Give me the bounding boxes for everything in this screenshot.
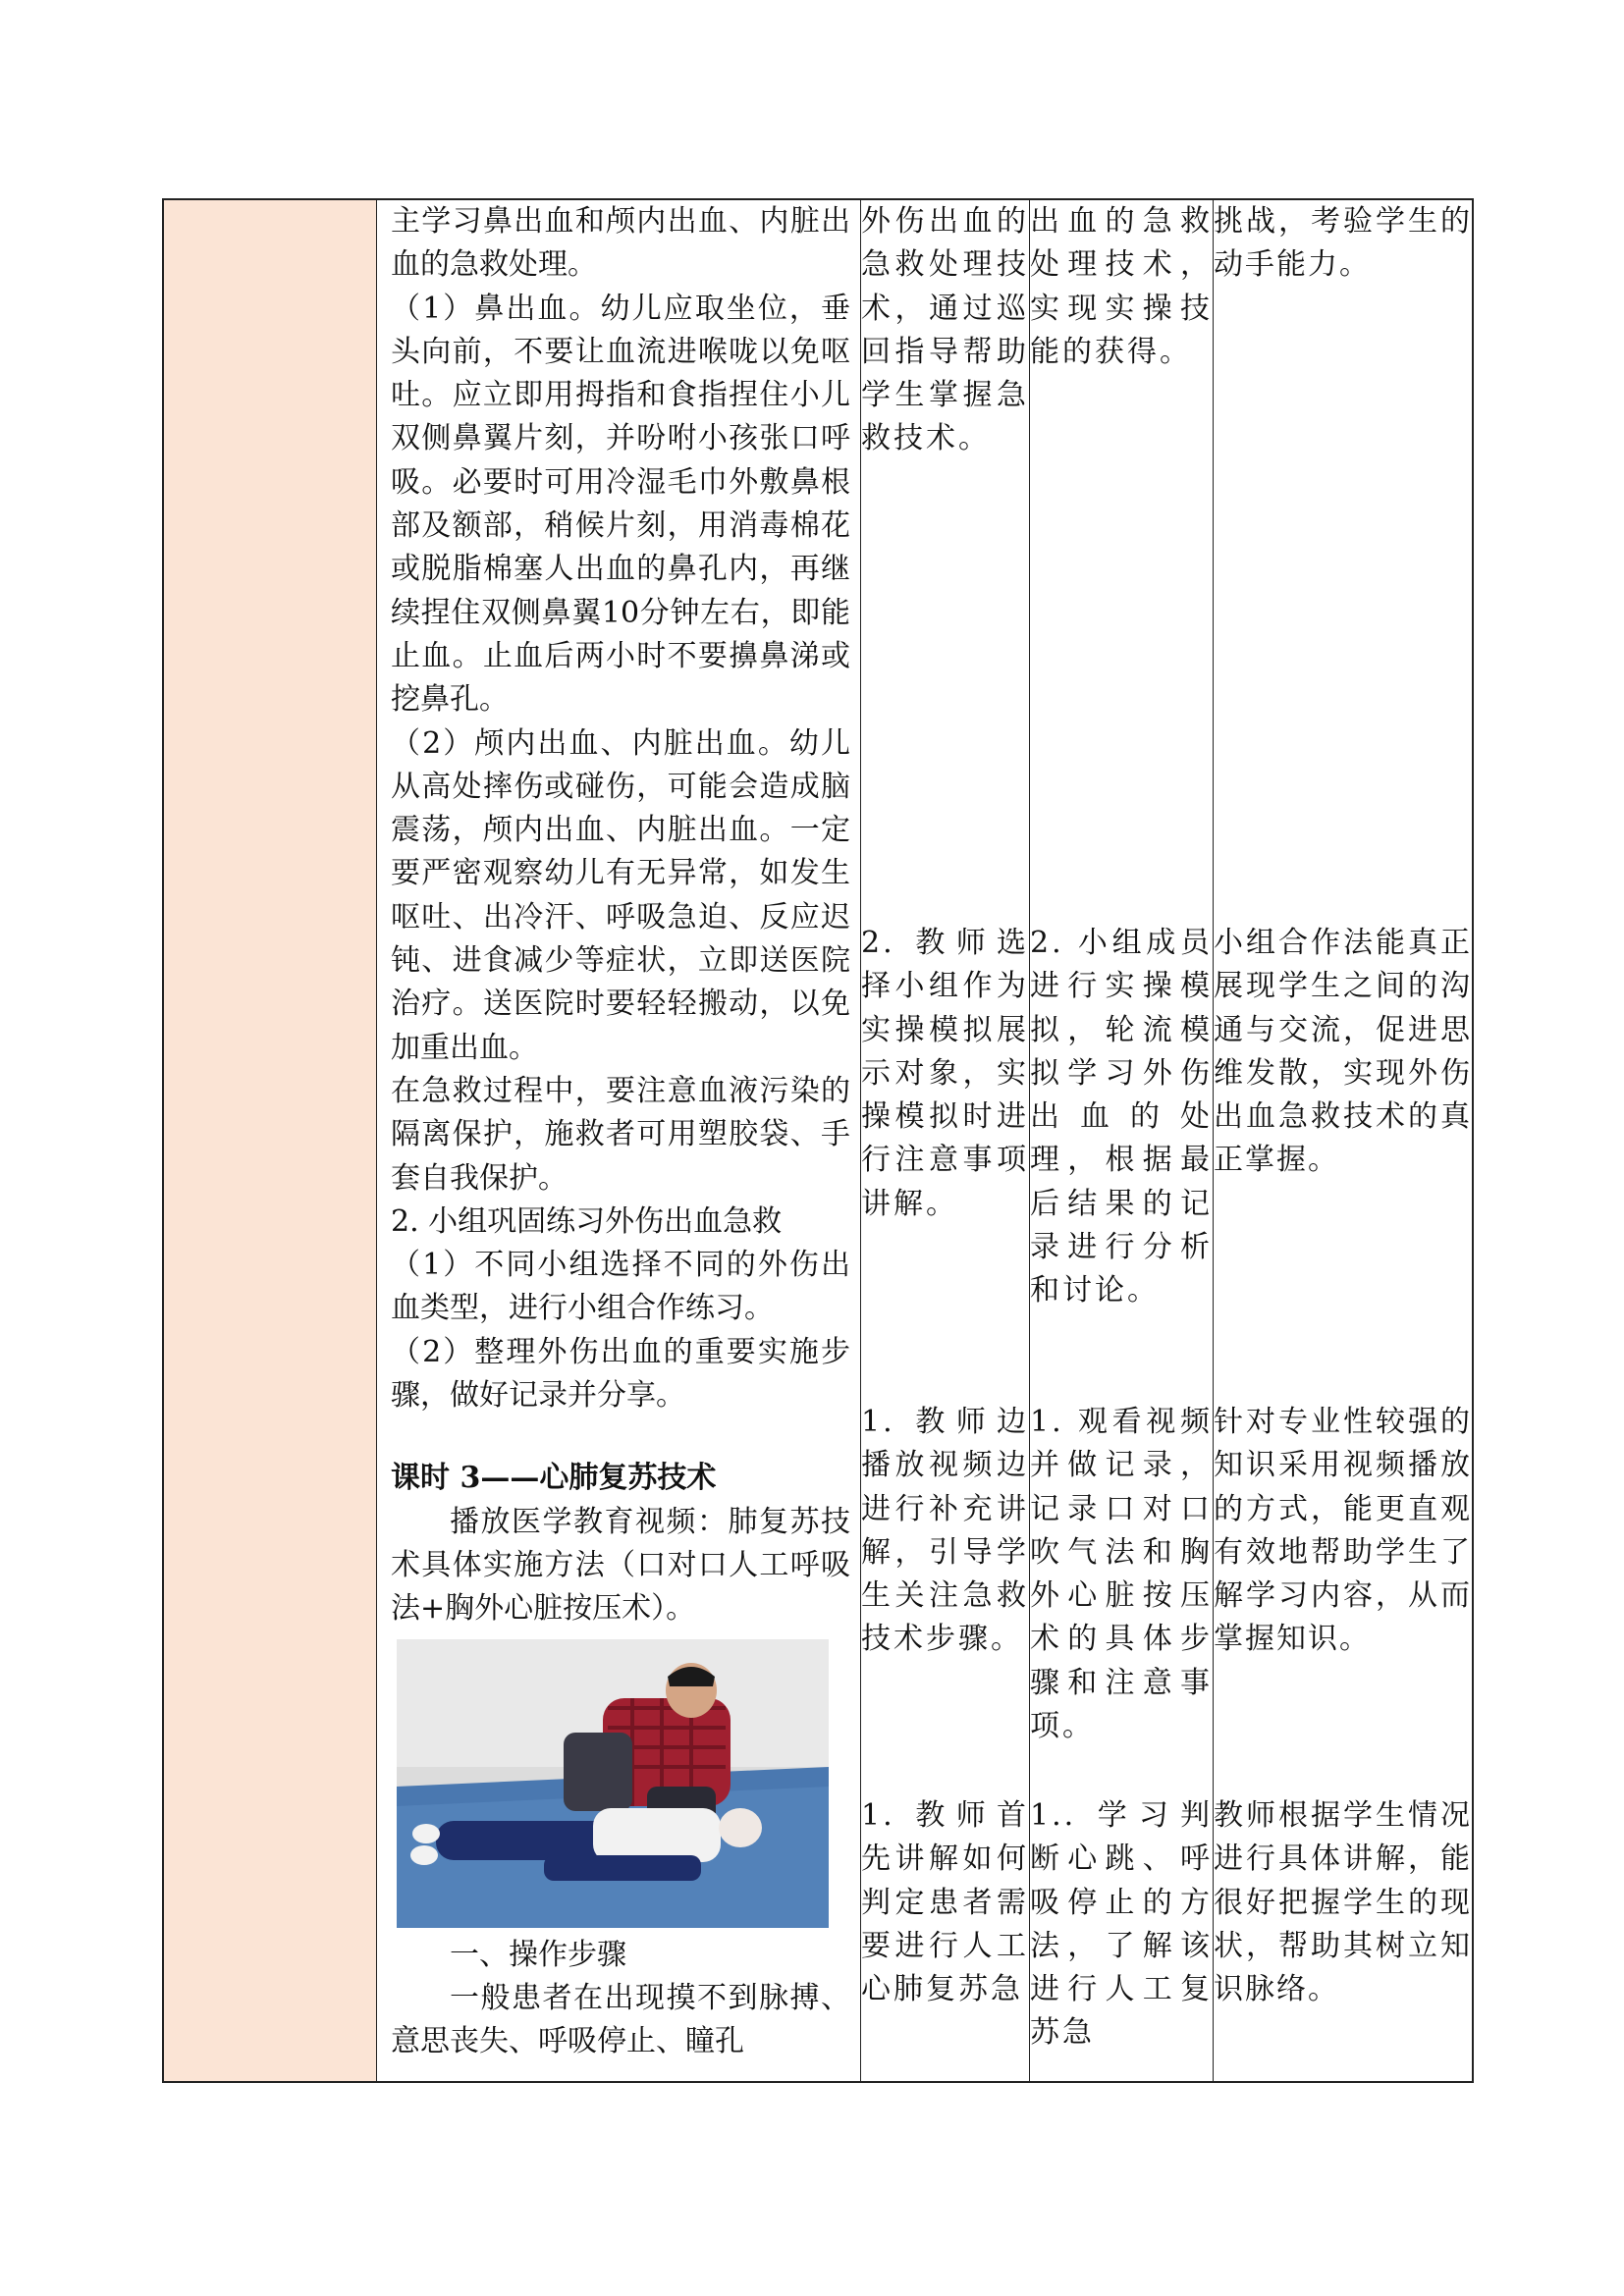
spacer	[391, 1417, 850, 1457]
paragraph: （1）不同小组选择不同的外伤出血类型，进行小组合作练习。	[391, 1248, 850, 1326]
paragraph: 2. 小组巩固练习外伤出血急救	[391, 1203, 783, 1239]
steps-text: 一般患者在出现摸不到脉搏、意思丧失、呼吸停止、瞳孔	[391, 1980, 850, 2059]
student-cell: 出血的急救处理技术，实现实操技能的获得。	[1030, 204, 1213, 369]
paragraph: 主学习鼻出血和颅内出血、内脏出血的急救处理。	[391, 204, 850, 283]
student-cell: 1.. 学习判断心跳、呼吸停止的方法，了解该进行人工复苏急	[1030, 1798, 1213, 2051]
intent-cell: 挑战，考验学生的动手能力。	[1214, 204, 1472, 283]
intent-cell: 小组合作法能真正展现学生之间的沟通与交流，促进思维发散，实现外伤出血急救技术的真正掌握。	[1214, 926, 1472, 1178]
teacher-cell: 外伤出血的急救处理技术，通过巡回指导帮助学生掌握急救技术。	[861, 204, 1029, 456]
lesson-title: 课时 3——心肺复苏技术	[391, 1461, 717, 1496]
teacher-activity-column	[861, 200, 1030, 2081]
teacher-cell: 1. 教师首先讲解如何判定患者需要进行人工心肺复苏急	[861, 1798, 1029, 2007]
lesson-plan-table	[162, 198, 1474, 2083]
content-column	[377, 200, 861, 2081]
steps-heading: 一、操作步骤	[450, 1937, 626, 1972]
student-cell: 1. 观看视频并做记录，记录口对口吹气法和胸外心脏按压术的具体步骤和注意事项。	[1030, 1405, 1213, 1744]
student-activity-column	[1030, 200, 1214, 2081]
paragraph: （2）整理外伤出血的重要实施步骤，做好记录并分享。	[391, 1334, 850, 1414]
shaded-label-column	[164, 200, 377, 2081]
design-intent-column	[1214, 200, 1472, 2081]
intent-cell: 针对专业性较强的知识采用视频播放的方式，能更直观有效地帮助学生了解学习内容，从而掌握知识。	[1214, 1405, 1472, 1657]
cpr-photo	[397, 1639, 829, 1928]
intent-cell: 教师根据学生情况进行具体讲解，能很好把握学生的现状，帮助其树立知识脉络。	[1214, 1798, 1472, 2007]
student-cell: 2. 小组成员进行实操模拟，轮流模拟学习外伤出血的处理，根据最后结果的记录进行分析和讨论。	[1030, 926, 1213, 1308]
teacher-cell: 2. 教师选择小组作为实操模拟展示对象，实操模拟时进行注意事项讲解。	[861, 926, 1029, 1221]
paragraph: （2）颅内出血、内脏出血。幼儿从高处摔伤或碰伤，可能会造成脑震荡，颅内出血、内脏出血。一定要严密观察幼儿有无异常，如发生呕吐、出冷汗、呼吸急迫、反应迟钝、进食减少等症状，立即送医院治疗。送医院时要轻轻搬动，以免加重出血。	[391, 725, 850, 1065]
video-intro: 播放医学教育视频：肺复苏技术具体实施方法（口对口人工呼吸法+胸外心脏按压术）。	[391, 1504, 850, 1627]
paragraph: 在急救过程中，要注意血液污染的隔离保护，施救者可用塑胶袋、手套自我保护。	[391, 1073, 850, 1196]
teacher-cell: 1. 教师边播放视频边进行补充讲解，引导学生关注急救技术步骤。	[861, 1405, 1029, 1657]
paragraph: （1）鼻出血。幼儿应取坐位，垂头向前，不要让血流进喉咙以免呕吐。应立即用拇指和食指捏住小儿双侧鼻翼片刻，并吩咐小孩张口呼吸。必要时可用冷湿毛巾外敷鼻根部及额部，稍候片刻，用消毒棉花或脱脂棉塞人出血的鼻孔内，再继续捏住双侧鼻翼10分钟左右，即能止血。止血后两小时不要擤鼻涕或挖鼻孔。	[391, 291, 850, 718]
